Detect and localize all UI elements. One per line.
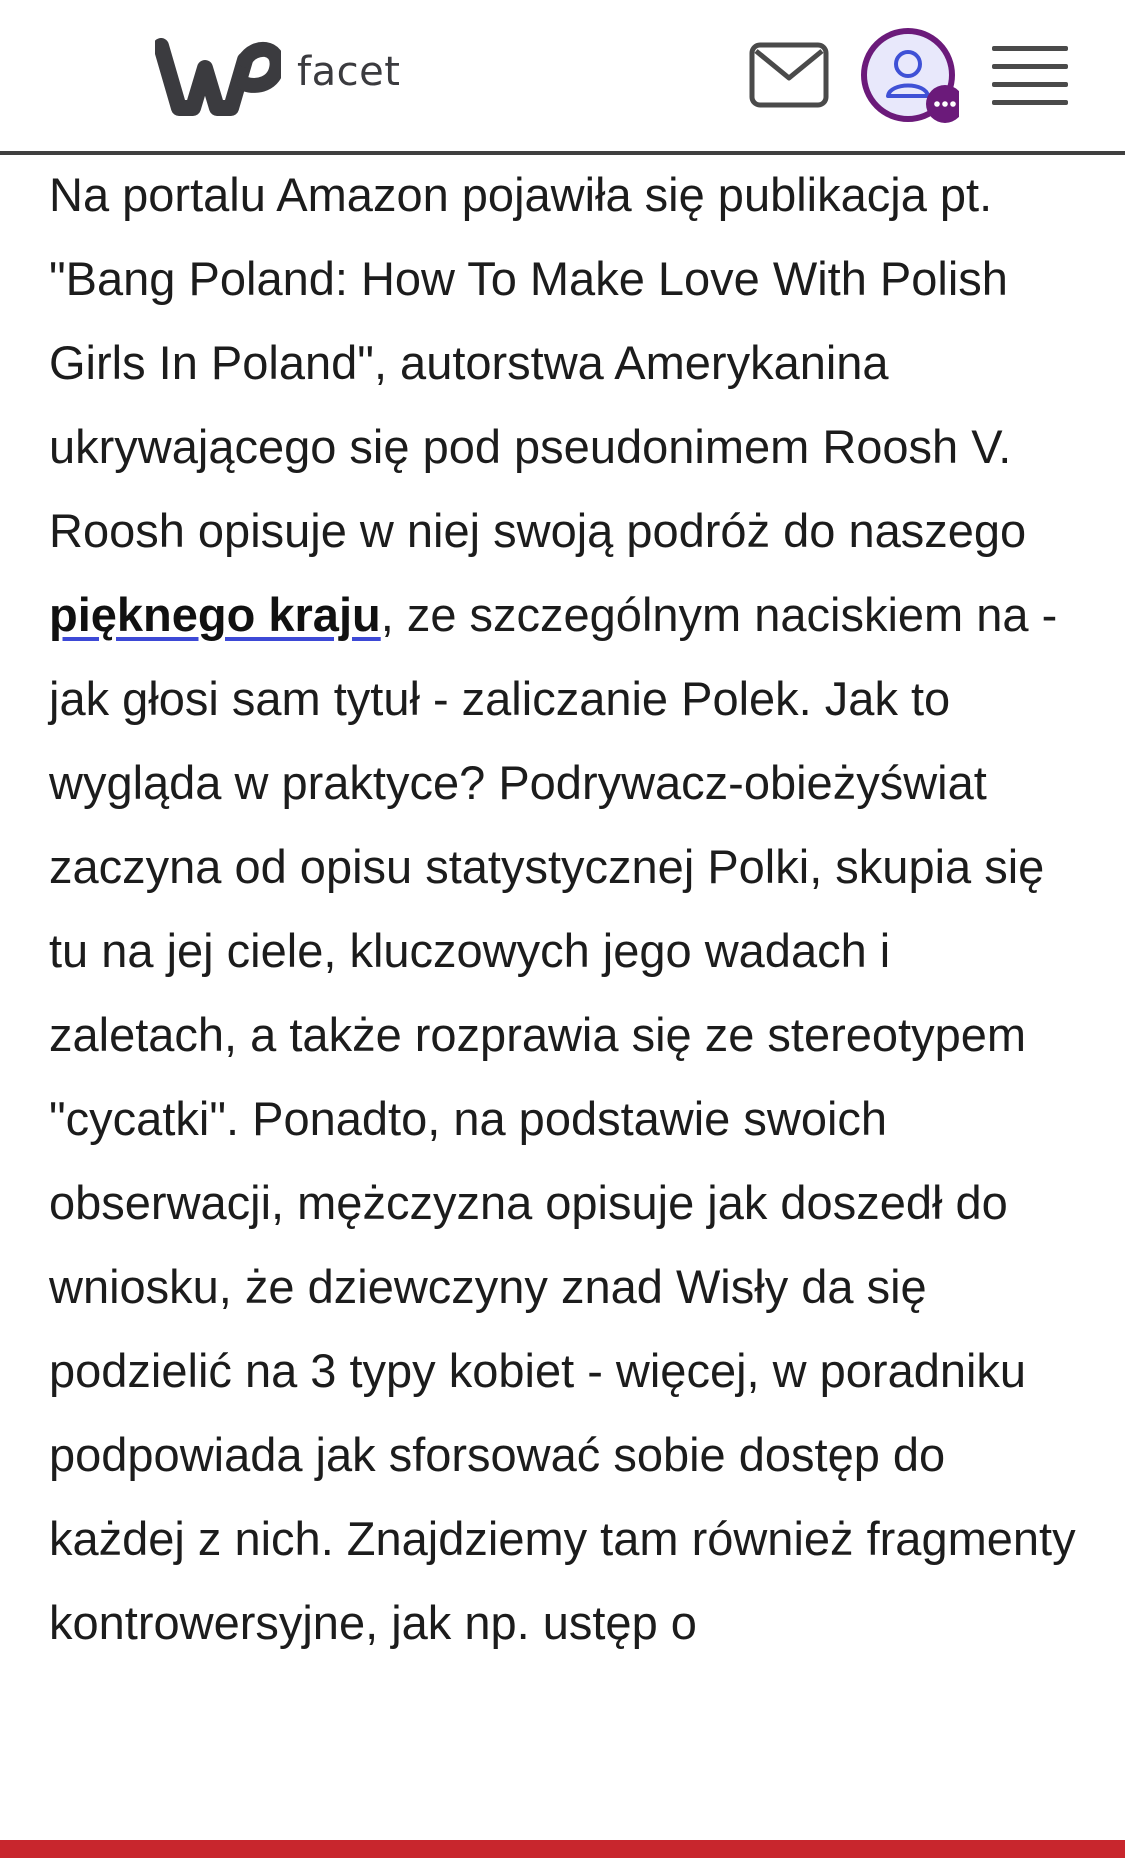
article-text-part2: , ze szczególnym naciskiem na - jak głosi sam tytuł - zaliczanie Polek. Jak to wygląda w praktyce? Podrywacz-obieżyświat zaczyna od opisu statystycznej Polki, skupia się tu na jej ciele, kluczowych jego wadach i zaletach, a także rozprawia się ze stereotypem "cycatki". Ponadto, na podstawie swoich obserwacji, mężczyzna opisuje jak doszedł do wniosku, że dziewczyny znad Wisły da się podzielić na 3 typy kobiet - więcej, w poradniku podpowiada jak sforsować sobie dostęp do każdej z nich. Znajdziemy tam również fragmenty kontrowersyjne, jak np. ustęp o xyxy=(49,588,1076,1649)
hamburger-line xyxy=(992,46,1068,51)
mail-icon xyxy=(749,42,829,108)
wp-facet-logo[interactable] xyxy=(155,38,400,118)
article-body xyxy=(49,153,1089,1665)
mail-button[interactable] xyxy=(749,42,829,108)
article-link-beautiful-country[interactable]: pięknego kraju xyxy=(49,588,381,641)
top-header xyxy=(0,0,1125,155)
bottom-accent-bar xyxy=(0,1840,1125,1858)
logo-text: facet xyxy=(297,49,401,95)
hamburger-line xyxy=(992,100,1068,105)
hamburger-line xyxy=(992,64,1068,69)
user-avatar-icon xyxy=(859,26,959,126)
hamburger-menu-button[interactable] xyxy=(992,44,1068,108)
user-account-button[interactable] xyxy=(859,26,959,126)
hamburger-line xyxy=(992,82,1068,87)
wp-logo-icon xyxy=(155,38,281,118)
article-text-part1: Na portalu Amazon pojawiła się publikacja pt. "Bang Poland: How To Make Love With Polish Girls In Poland", autorstwa Amerykanina ukrywającego się pod pseudonimem Roosh V. Roosh opisuje w niej swoją podróż do naszego xyxy=(49,168,1027,557)
